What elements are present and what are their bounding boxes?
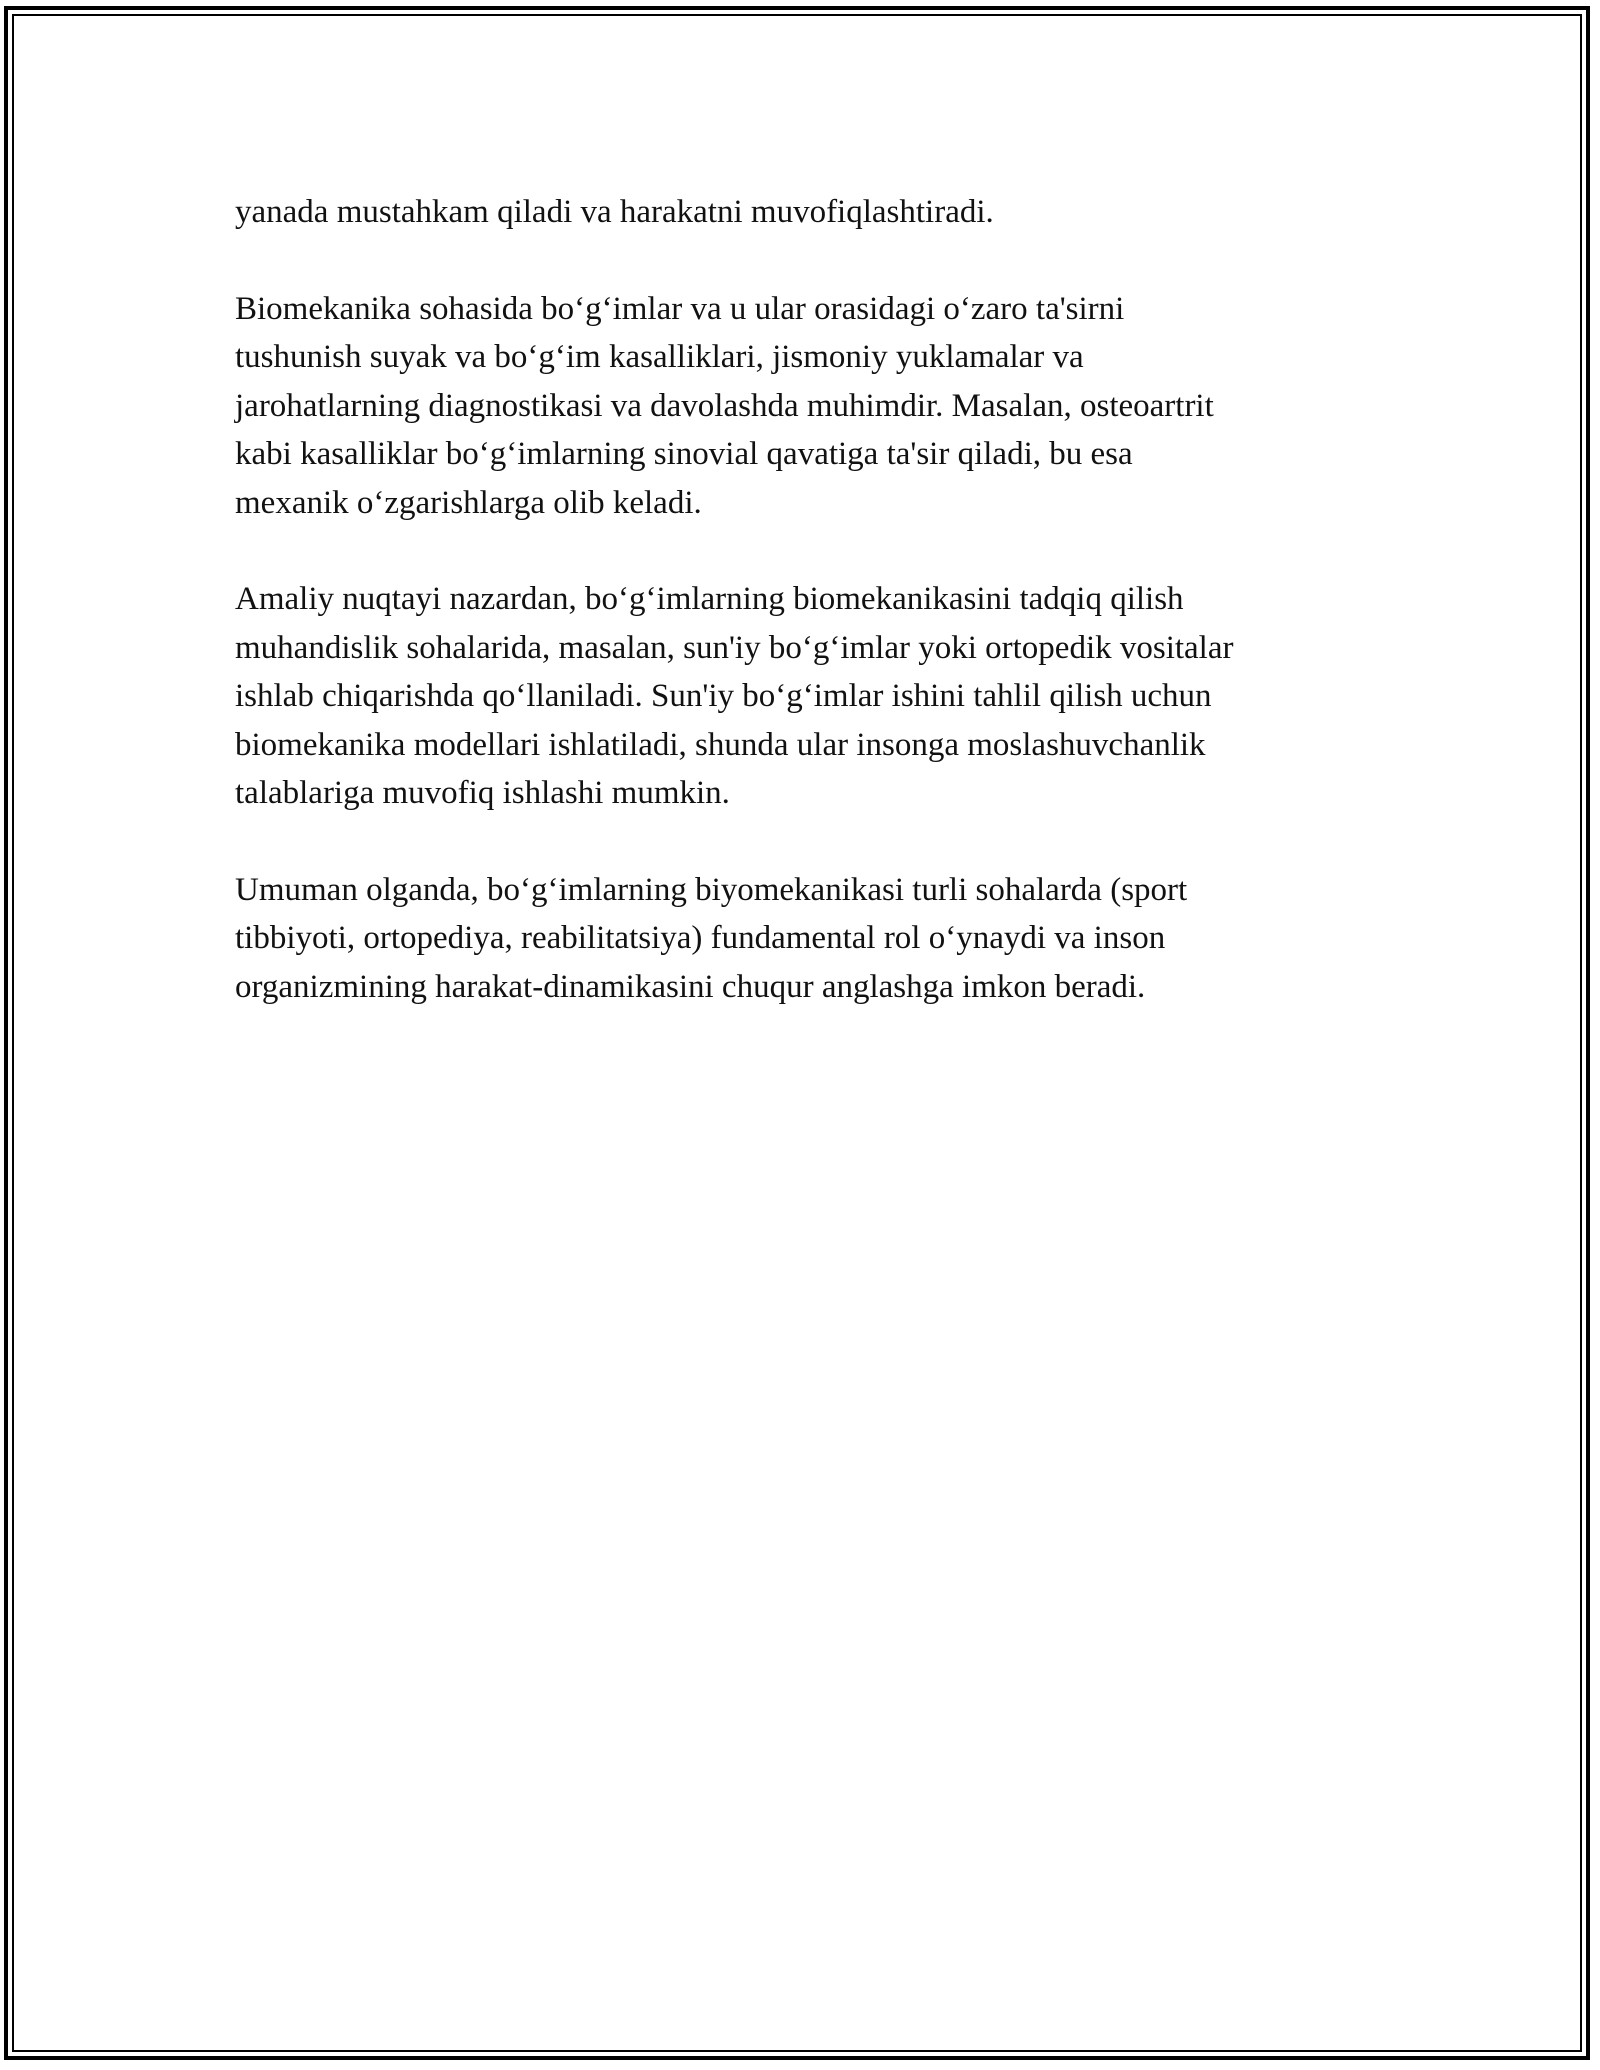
paragraph-4: Umuman olganda, bo‘g‘imlarning biyomekanikasi turli sohalarda (sport tibbiyoti, ortopediya, reabilitatsiya) fundamental rol o‘ynaydi va inson organizmining harakat-dinamikasini chuqur anglashga imkon beradi. (235, 871, 1188, 1005)
document-body (235, 188, 1375, 1059)
paragraph-1: yanada mustahkam qiladi va harakatni muvofiqlashtiradi. (235, 194, 994, 230)
paragraph-2: Biomekanika sohasida bo‘g‘imlar va u ular orasidagi o‘zaro ta'sirni tushunish suyak va bo‘g‘im kasalliklari, jismoniy yuklamalar va jarohatlarning diagnostikasi va davolashda muhimdir. Masalan, osteoartrit kabi kasalliklar bo‘g‘imlarning sinovial qavatiga ta'sir qiladi, bu esa mexanik o‘zgarishlarga olib keladi. (235, 290, 1214, 521)
paragraph-3: Amaliy nuqtayi nazardan, bo‘g‘imlarning biomekanikasini tadqiq qilish muhandislik sohalarida, masalan, sun'iy bo‘g‘imlar yoki ortopedik vositalar ishlab chiqarishda qo‘llaniladi. Sun'iy bo‘g‘imlar ishini tahlil qilish uchun biomekanika modellari ishlatiladi, shunda ular insonga moslashuvchanlik talablariga muvofiq ishlashi mumkin. (235, 581, 1234, 811)
